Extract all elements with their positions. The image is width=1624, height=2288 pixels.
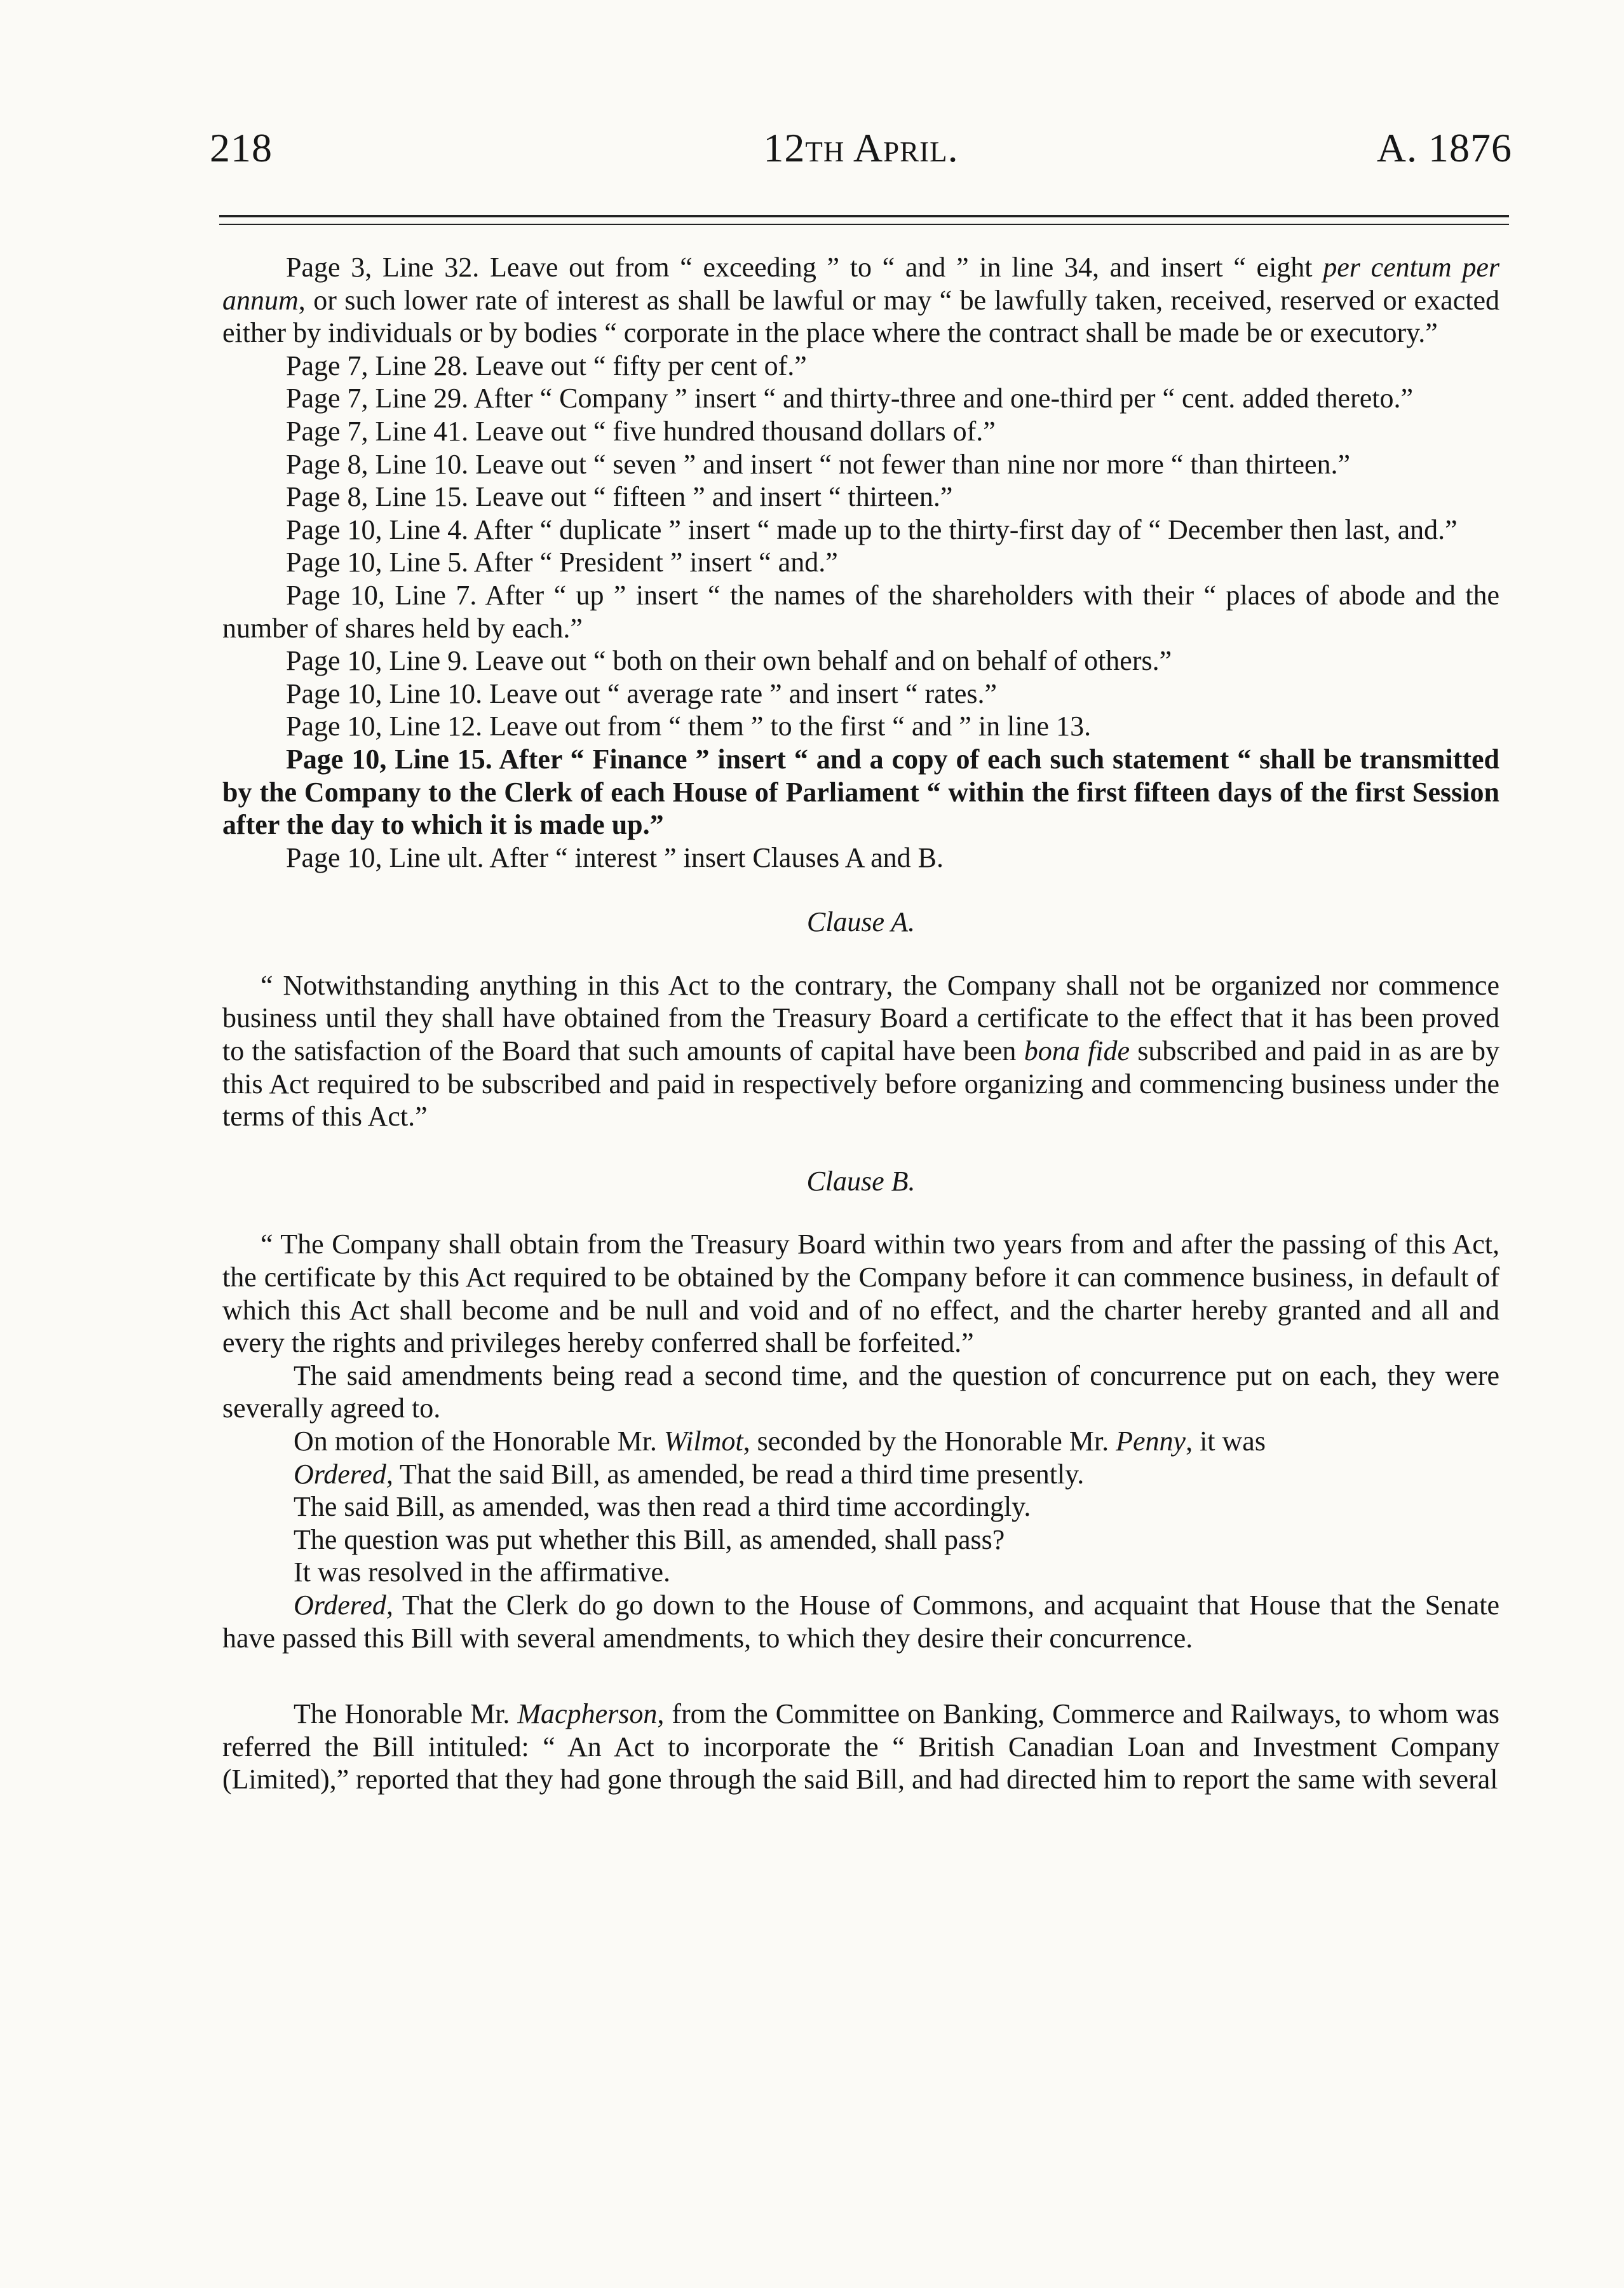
amendment-italic: per centum per annum xyxy=(222,252,1499,316)
clause-a-text xyxy=(222,969,1499,1133)
amendment-item xyxy=(222,710,1499,743)
amendment-item xyxy=(222,448,1499,481)
amendment-item xyxy=(222,678,1499,711)
clause-a xyxy=(222,969,1499,1133)
page-number: 218 xyxy=(210,125,273,170)
amendment-item xyxy=(222,644,1499,678)
second-reading-paragraph: The said amendments being read a second time, and the question of concurrence put on each, they were severally agreed to. xyxy=(222,1359,1499,1424)
header-rule xyxy=(219,215,1509,217)
page-date: 12th April. xyxy=(763,125,959,170)
amendment-item xyxy=(222,251,1499,350)
motion-text: , seconded by the Honorable Mr. xyxy=(743,1426,1116,1457)
amendment-text: Leave out “ fifty per cent of.” xyxy=(475,350,807,381)
seconder-name: Penny xyxy=(1116,1426,1186,1457)
amendment-text: Leave out from “ them ” to the first “ and ” in line 13. xyxy=(489,711,1092,742)
report-text: , from the Committee on Banking, Commerce and Railways, to whom was referred the Bill intituled: “ An Act to incorporate the “ British Canadian Loan and Investment Company (Limited),” reported that they had gone through the said Bill, and had directed him to report the same with several xyxy=(222,1698,1500,1795)
amendment-text: After “ duplicate ” insert “ made up to the thirty-first day of “ December then last, and.” xyxy=(473,514,1458,545)
journal-body xyxy=(222,251,1499,1796)
resolved-paragraph: It was resolved in the affirmative. xyxy=(294,1556,670,1588)
ordered-text: That the said Bill, as amended, be read a third time presently. xyxy=(393,1458,1085,1490)
page-year: A. 1876 xyxy=(1376,125,1512,170)
reporter-name: Macpherson xyxy=(517,1698,658,1730)
amendment-text: After “ Company ” insert “ and thirty-three and one-third per “ cent. added thereto.” xyxy=(473,383,1414,414)
clause-a-heading: Clause A. xyxy=(806,906,916,938)
ordered-text: That the Clerk do go down to the House of Commons, and acquaint that House that the Senate have passed this Bill with several amendments, to which they desire their concurrence. xyxy=(222,1589,1499,1654)
header-rule-thin xyxy=(219,224,1509,225)
amendment-text-tail: , or such lower rate of interest as shall be lawful or may “ be lawfully taken, received, reserved or exacted either by individuals or by bodies “ corporate in the place where the contract shall be made be or executory.” xyxy=(222,284,1499,349)
amendment-item xyxy=(222,579,1499,644)
amendment-ref: Page 10, Line 9. xyxy=(286,645,469,677)
amendment-text: After “ up ” insert “ the names of the shareholders with their “ places of abode and the number of shares held by each.” xyxy=(222,579,1500,644)
running-head xyxy=(210,125,1512,182)
amendment-ref: Page 10, Line 7. xyxy=(286,579,477,611)
amendment-text: Leave out “ seven ” and insert “ not fewer than nine nor more “ than thirteen.” xyxy=(475,448,1351,480)
amendment-item xyxy=(222,546,1499,579)
clause-b xyxy=(222,1228,1499,1359)
amendment-text: Leave out “ both on their own behalf and on behalf of others.” xyxy=(475,645,1172,677)
ordered-label: Ordered, xyxy=(294,1589,393,1621)
ordered-label: Ordered, xyxy=(294,1458,393,1490)
ordered-paragraph xyxy=(222,1458,1499,1491)
amendment-item xyxy=(222,743,1499,841)
clause-a-text-part: “ Notwithstanding anything in this Act to the contrary, the Company shall not be organized nor commence business until they shall have obtained from the Treasury Board a certificate to the effect that it has been proved to the satisfaction of the Board that such amounts of capital have been xyxy=(222,969,1499,1067)
question-paragraph: The question was put whether this Bill, as amended, shall pass? xyxy=(294,1523,1005,1555)
mover-name: Wilmot xyxy=(663,1426,743,1457)
amendment-ref: Page 3, Line 32. xyxy=(286,252,480,283)
amendment-ref: Page 10, Line ult. xyxy=(286,841,484,873)
amendment-ref: Page 10, Line 10. xyxy=(286,678,483,709)
motion-text: On motion of the Honorable Mr. xyxy=(294,1426,664,1457)
committee-report-paragraph xyxy=(222,1698,1499,1796)
motion-paragraph xyxy=(222,1425,1499,1458)
amendment-text: Leave out “ average rate ” and insert “ rates.” xyxy=(489,678,998,709)
amendment-ref: Page 10, Line 5. xyxy=(286,547,469,578)
amendment-item xyxy=(222,480,1499,514)
amendment-item xyxy=(222,841,1499,875)
clause-b-text: “ The Company shall obtain from the Treasury Board within two years from and after the passing of this Act, the certificate by this Act required to be obtained by the Company before it can commence business, in default of which this Act shall become and be null and void and of no effect, and the charter hereby granted and all and every the rights and privileges hereby conferred shall be forfeited.” xyxy=(222,1229,1499,1359)
amendment-ref: Page 10, Line 4. xyxy=(286,514,469,545)
clause-b-heading: Clause B. xyxy=(806,1165,916,1197)
amendment-ref: Page 10, Line 12. xyxy=(286,711,483,742)
amendment-item xyxy=(222,350,1499,383)
clause-a-text-part: subscribed and paid in as are by this Act required to be subscribed and paid in respectively before organizing and commencing business under the terms of this Act.” xyxy=(222,1035,1500,1133)
amendment-item xyxy=(222,514,1499,547)
ordered-paragraph xyxy=(222,1589,1499,1654)
amendment-text: Leave out “ fifteen ” and insert “ thirteen.” xyxy=(475,481,953,513)
amendment-item xyxy=(222,382,1499,415)
amendment-ref: Page 7, Line 29. xyxy=(286,383,469,414)
amendment-text: After “ President ” insert “ and.” xyxy=(473,547,838,578)
third-reading-paragraph: The said Bill, as amended, was then read a third time accordingly. xyxy=(294,1491,1031,1523)
motion-text: , it was xyxy=(1186,1426,1266,1457)
amendment-ref: Page 10, Line 15. xyxy=(286,743,492,775)
amendment-text: Leave out from “ exceeding ” to “ and ” in line 34, and insert “ eight xyxy=(489,252,1323,283)
amendment-text: Leave out “ five hundred thousand dollars of.” xyxy=(475,415,996,447)
amendment-ref: Page 7, Line 41. xyxy=(286,415,469,447)
amendment-ref: Page 7, Line 28. xyxy=(286,350,469,381)
clause-a-italic: bona fide xyxy=(1024,1035,1130,1067)
amendment-item xyxy=(222,415,1499,448)
amendment-ref: Page 8, Line 15. xyxy=(286,481,469,513)
report-text: The Honorable Mr. xyxy=(294,1698,518,1730)
amendment-text: After “ Finance ” insert “ and a copy of each such statement “ shall be transmitted by the Company to the Clerk of each House of Parliament “ within the first fifteen days of the first Session after the day to which it is made up.” xyxy=(222,743,1500,841)
amendment-ref: Page 8, Line 10. xyxy=(286,448,469,480)
amendment-text: After “ interest ” insert Clauses A and B. xyxy=(489,841,944,873)
